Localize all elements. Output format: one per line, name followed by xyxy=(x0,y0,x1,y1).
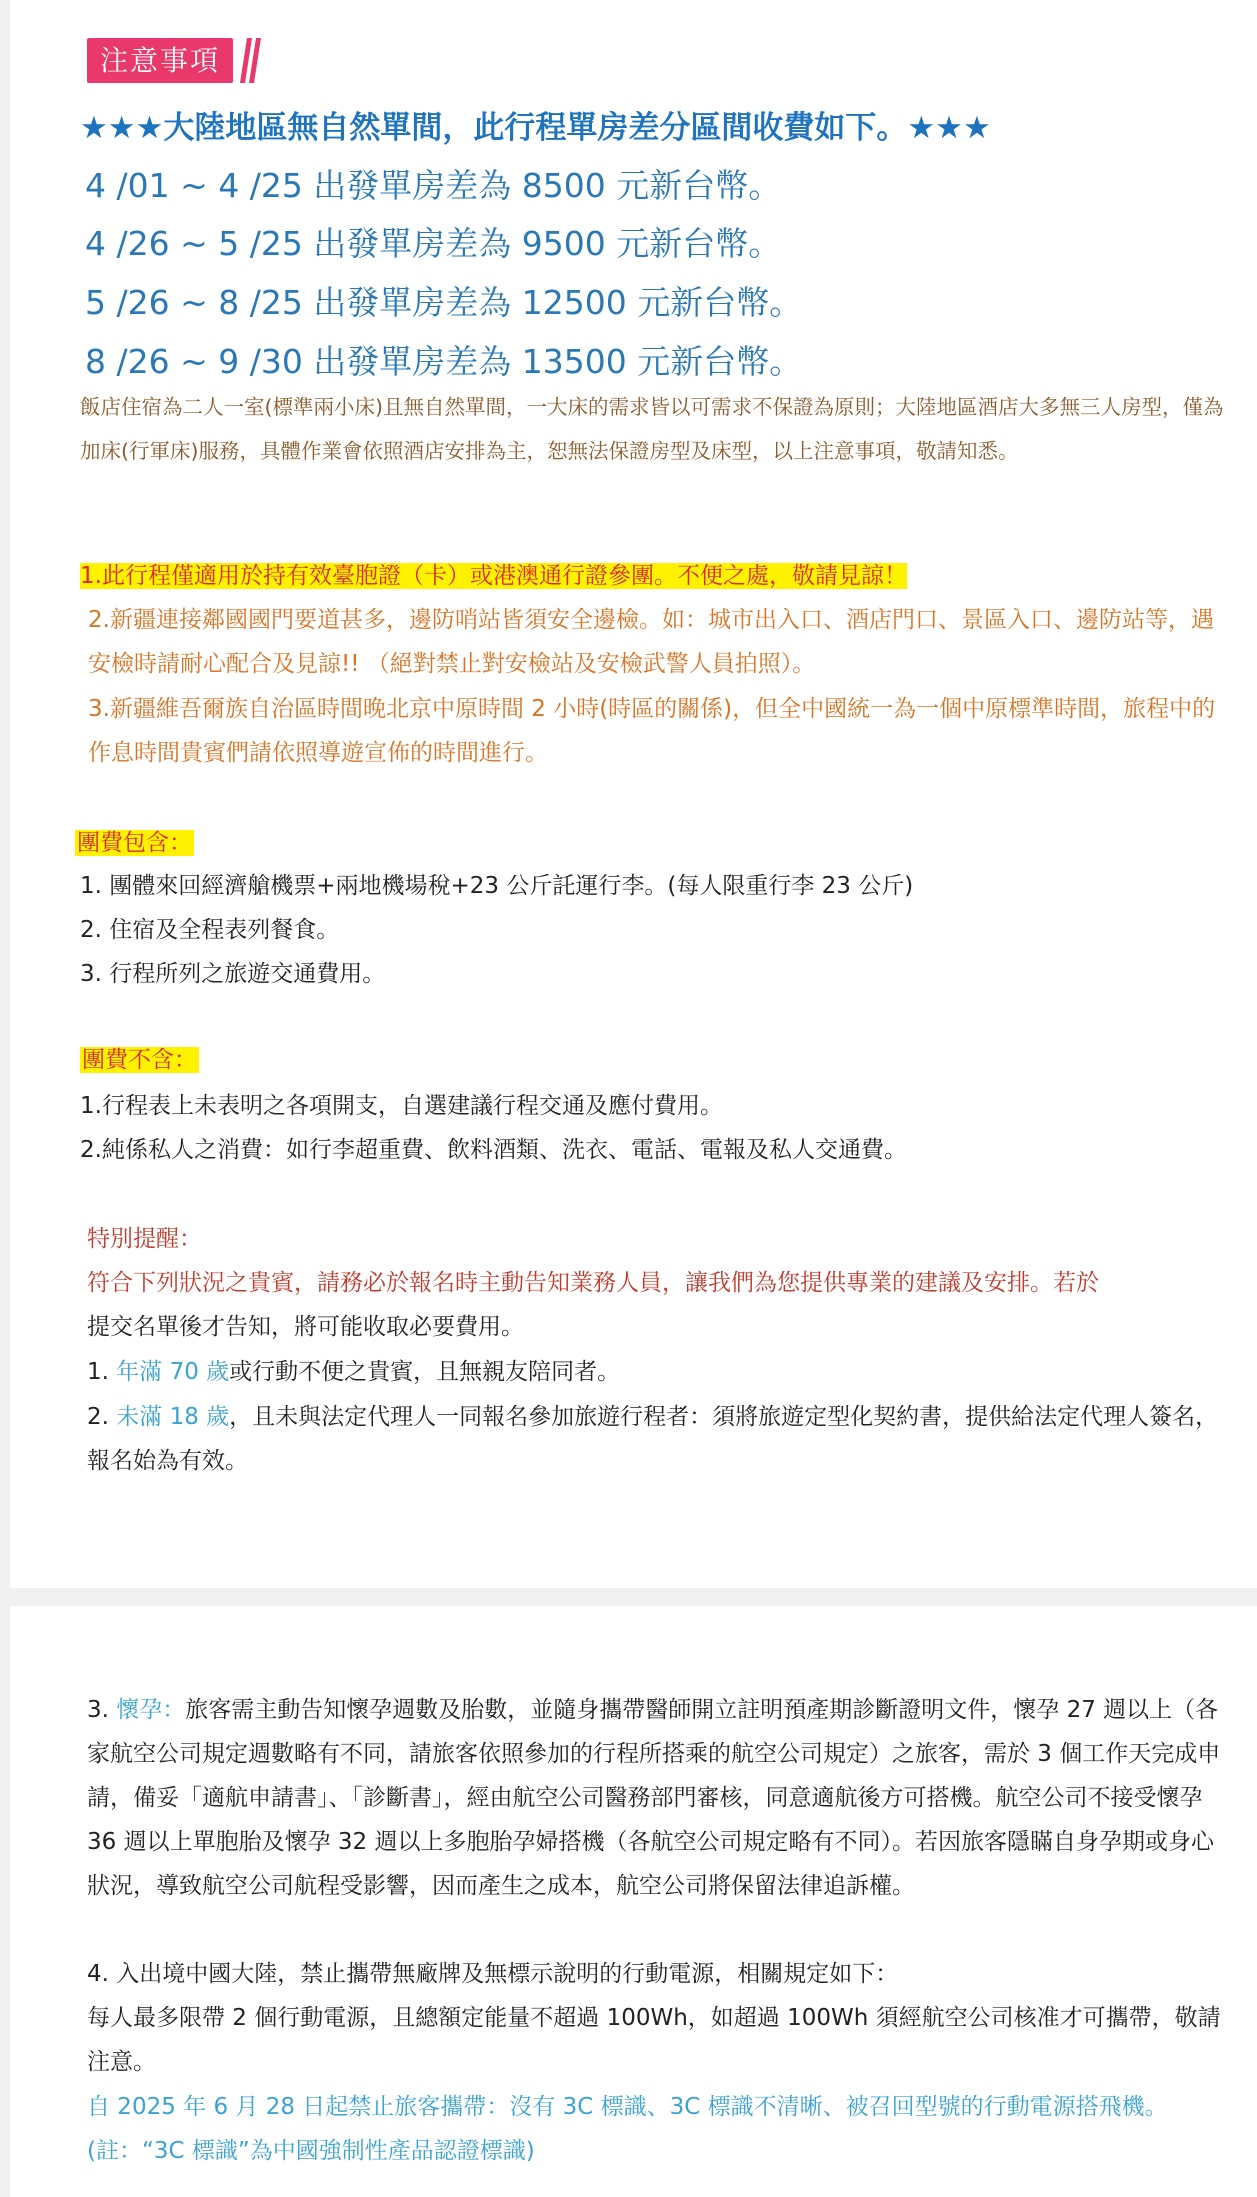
notice-item-2: 2.新疆連接鄰國國門要道甚多，邊防哨站皆須安全邊檢。如：城市出入口、酒店門口、景區入口、邊防站等，遇安檢時請耐心配合及見諒!! （絕對禁止對安檢站及安檢武警人員拍照）。 xyxy=(88,607,1214,677)
single-room-headline: ★★★大陸地區無自然單間，此行程單房差分區間收費如下。★★★ xyxy=(80,110,991,146)
excluded-label: 團費不含： xyxy=(82,1047,197,1073)
reminder-intro-continued: 提交名單後才告知，將可能收取必要費用。 xyxy=(87,1314,524,1340)
hotel-note: 飯店住宿為二人一室(標準兩小床)且無自然單間，一大床的需求皆以可需求不保證為原則；大陸地區酒店大多無三人房型，僅為加床(行軍床)服務，具體作業會依照酒店安排為主，恕無法保證房型及床型，以上注意事項，敬請知悉。 xyxy=(80,395,1224,463)
reminder-intro: 符合下列狀況之貴賓，請務必於報名時主動告知業務人員，讓我們為您提供專業的建議及安排。若於 xyxy=(87,1270,1099,1296)
included-label: 團費包含： xyxy=(77,830,192,856)
notice-item-3: 3.新疆維吾爾族自治區時間晚北京中原時間 2 小時(時區的關係)，但全中國統一為一個中原標準時間，旅程中的作息時間貴賓們請依照導遊宣佈的時間進行。 xyxy=(88,696,1216,766)
power-bank-rule: 每人最多限帶 2 個行動電源，且總額定能量不超過 100Wh，如超過 100Wh 須經航空公司核准才可攜帶，敬請注意。 xyxy=(87,2005,1221,2075)
reminder-item-3: 3. 懷孕：旅客需主動告知懷孕週數及胎數，並隨身攜帶醫師開立註明預產期診斷證明文件，懷孕 27 週以上（各家航空公司規定週數略有不同，請旅客依照參加的行程所搭乘的航空公司規定）之旅客，需於 3 個工作天完成申請，備妥「適航申請書」、「診斷書」，經由航空公司醫務部門審核，同意適航後方可搭機。航空公司不接受懷孕 36 週以上單胞胎及懷孕 32 週以上多胞胎孕婦搭機（各航空公司規定略有不同）。若因旅客隱瞞自身孕期或身心狀況，導致航空公司航程受影響，因而產生之成本，航空公司將保留法律追訴權。 xyxy=(87,1697,1221,1899)
price-line: 8 /26 ~ 9 /30 出發單房差為 13500 元新台幣。 xyxy=(85,342,803,381)
excluded-item: 2.純係私人之消費：如行李超重費、飲料酒類、洗衣、電話、電報及私人交通費。 xyxy=(80,1137,907,1163)
notice-item-1-text: 1.此行程僅適用於持有效臺胞證（卡）或港澳通行證參團。不便之處，敬請見諒！ xyxy=(80,563,907,589)
reminder-item-1: 1. 年滿 70 歲或行動不便之貴賓，且無親友陪同者。 xyxy=(87,1359,621,1385)
reminder-item-4: 4. 入出境中國大陸，禁止攜帶無廠牌及無標示說明的行動電源，相關規定如下： xyxy=(87,1961,899,1987)
price-line: 4 /26 ~ 5 /25 出發單房差為 9500 元新台幣。 xyxy=(85,224,782,263)
price-line: 5 /26 ~ 8 /25 出發單房差為 12500 元新台幣。 xyxy=(85,283,803,322)
age-18-highlight: 未滿 18 歲 xyxy=(116,1404,230,1430)
reminder-title: 特別提醒： xyxy=(87,1226,202,1252)
included-item: 3. 行程所列之旅遊交通費用。 xyxy=(80,961,386,987)
reminder-item-2: 2. 未滿 18 歲，且未與法定代理人一同報名參加旅遊行程者：須將旅遊定型化契約書，提供給法定代理人簽名，報名始為有效。 xyxy=(87,1404,1219,1474)
pregnancy-highlight: 懷孕： xyxy=(116,1697,186,1723)
power-bank-ban: 自 2025 年 6 月 28 日起禁止旅客攜帶：沒有 3C 標識、3C 標識不清晰、被召回型號的行動電源搭飛機。(註：“3C 標識”為中國強制性產品認證標識) xyxy=(87,2094,1168,2164)
included-item: 1. 團體來回經濟艙機票+兩地機場稅+23 公斤託運行李。(每人限重行李 23 公斤) xyxy=(80,873,914,899)
notice-card xyxy=(10,0,1257,1588)
notice-header-badge xyxy=(87,38,262,83)
price-line: 4 /01 ~ 4 /25 出發單房差為 8500 元新台幣。 xyxy=(85,166,782,205)
double-slash-icon xyxy=(239,38,261,83)
excluded-item: 1.行程表上未表明之各項開支，自選建議行程交通及應付費用。 xyxy=(80,1093,723,1119)
age-70-highlight: 年滿 70 歲 xyxy=(116,1359,230,1385)
notice-card-continued xyxy=(10,1606,1257,2197)
notice-item-1 xyxy=(80,556,907,596)
notice-header-label: 注意事項 xyxy=(87,38,233,83)
included-item: 2. 住宿及全程表列餐食。 xyxy=(80,917,340,943)
